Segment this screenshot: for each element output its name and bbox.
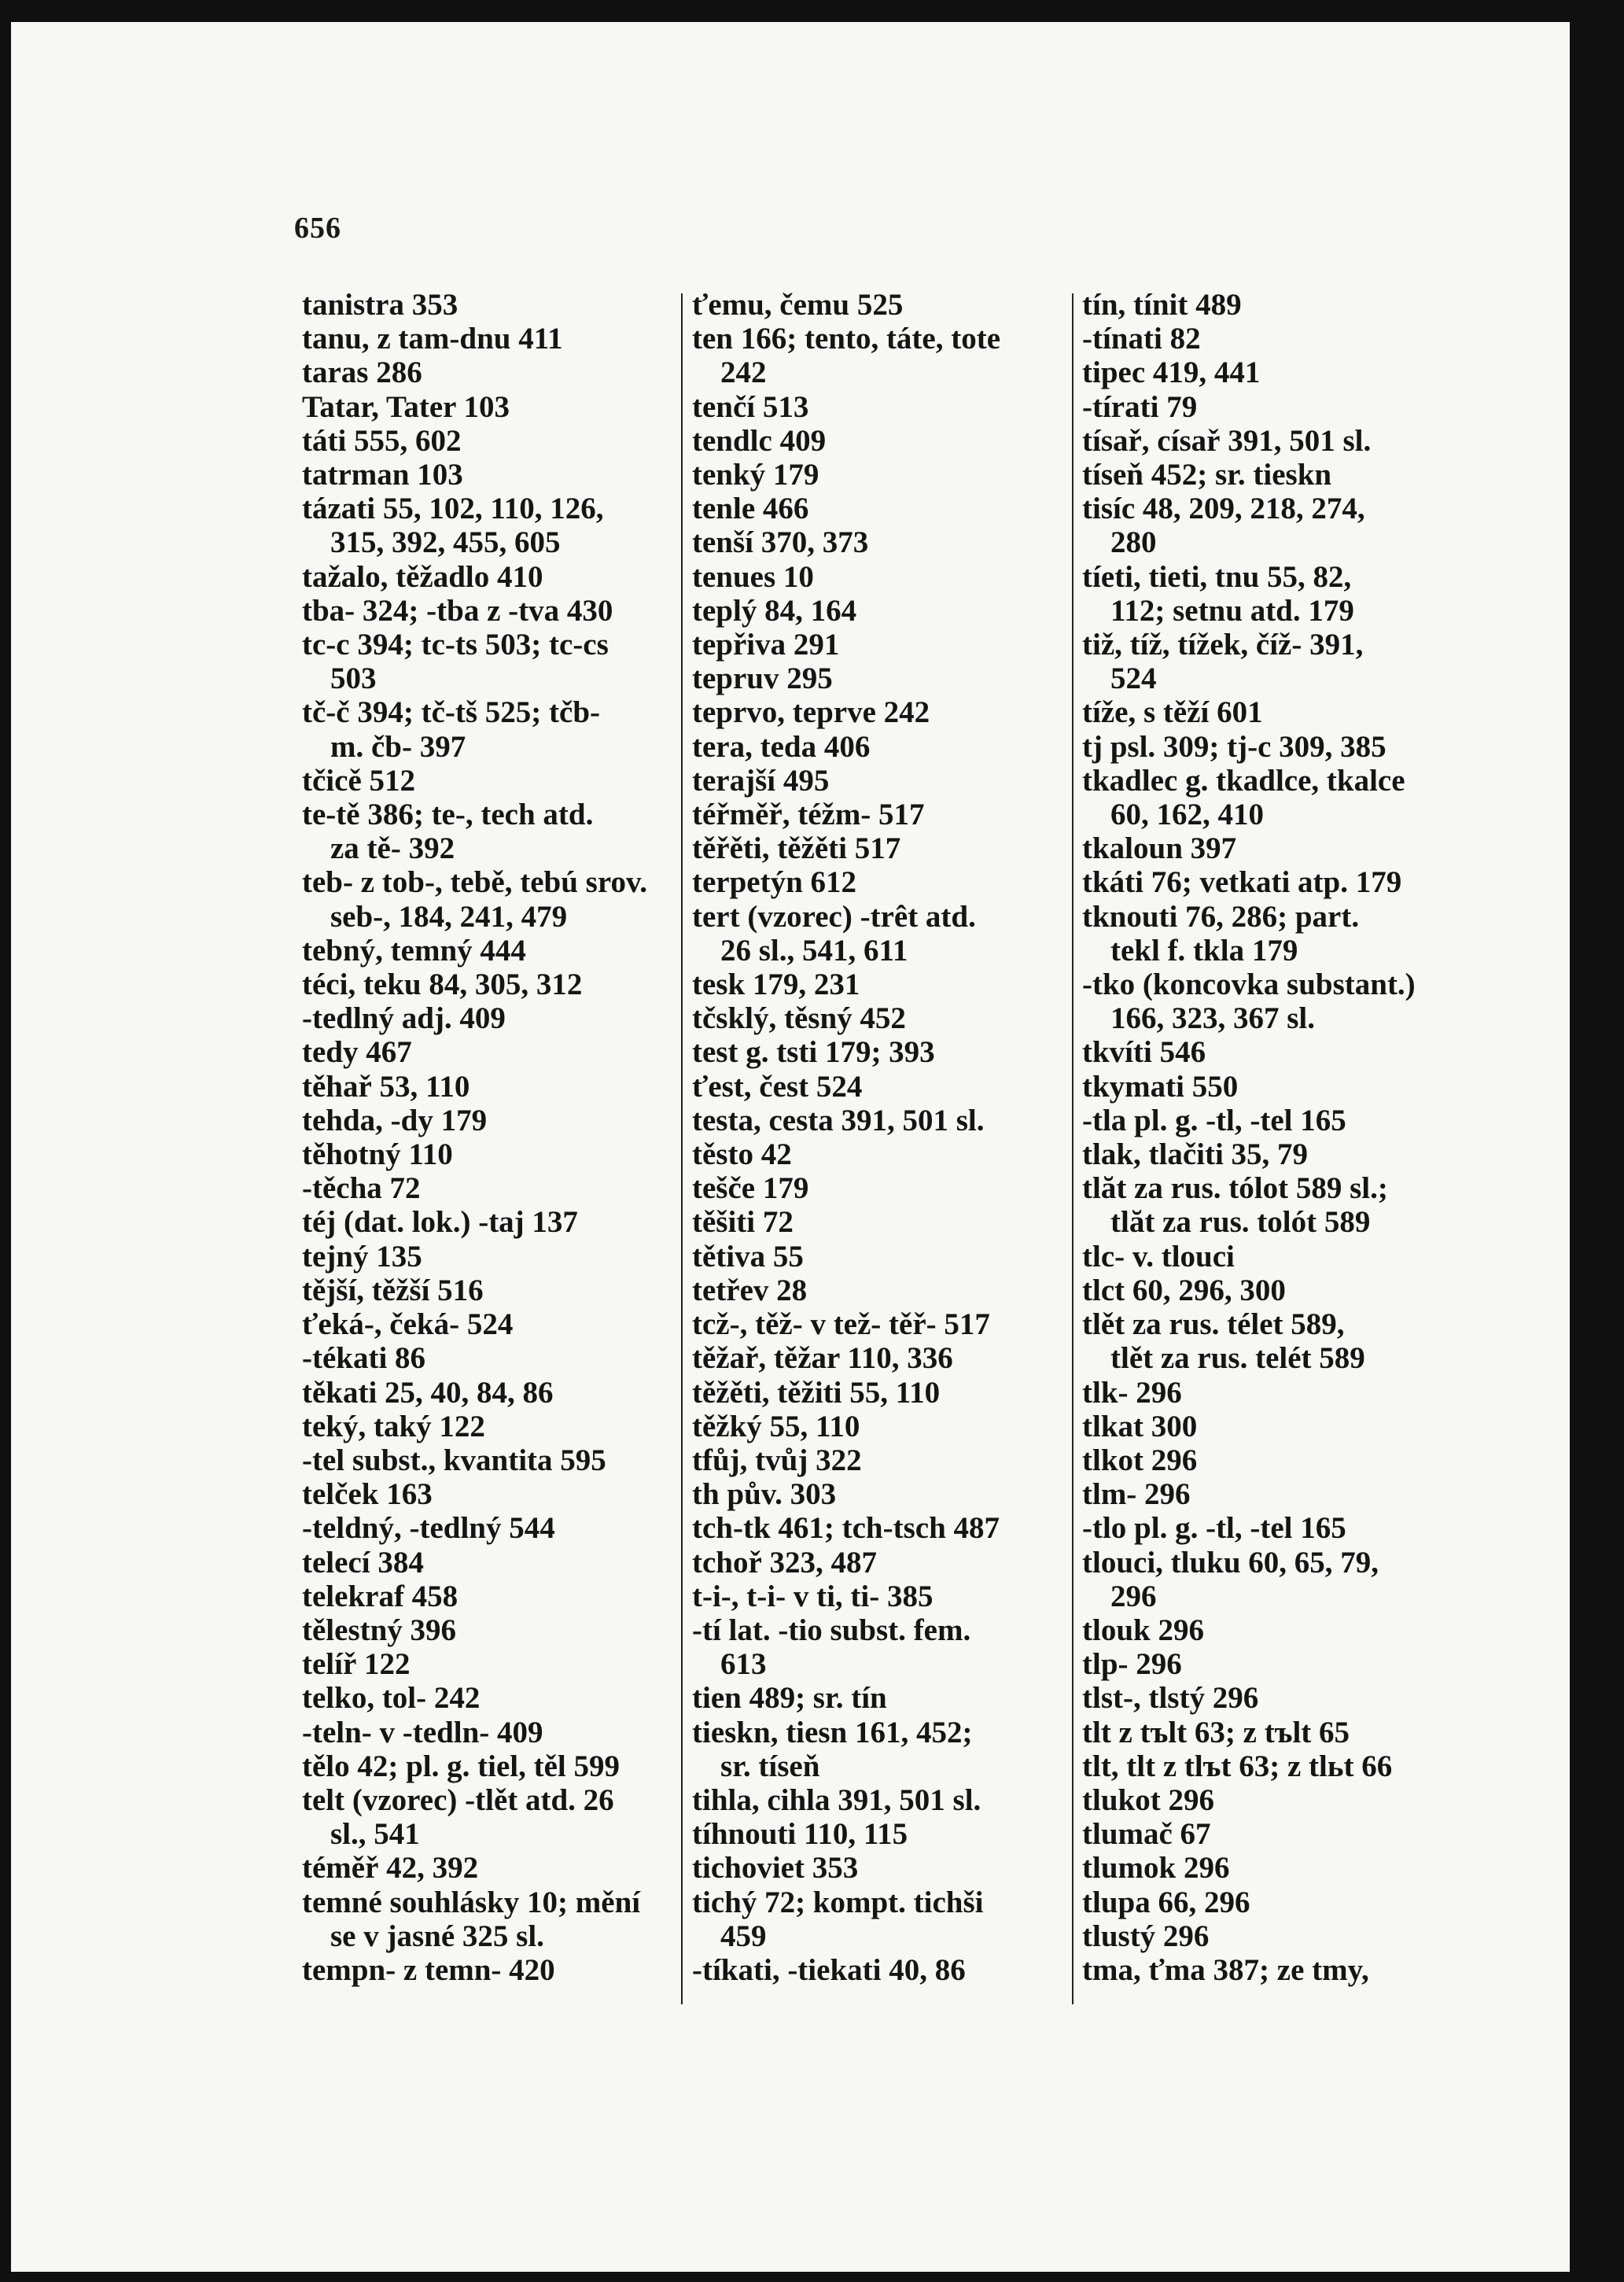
index-entry: tknouti 76, 286; part. [1082, 899, 1360, 934]
index-entry: tín, tínit 489 [1082, 288, 1242, 322]
index-entry: tkymati 550 [1082, 1069, 1239, 1104]
index-entry-continuation: 112; setnu atd. 179 [1110, 593, 1354, 628]
index-entry: telt (vzorec) -tlět atd. 26 [302, 1782, 614, 1817]
index-entry: tejný 135 [302, 1239, 422, 1274]
index-entry: tč-č 394; tč-tš 525; tčb- [302, 695, 600, 730]
index-entry: tehda, -dy 179 [302, 1103, 488, 1137]
index-entry: -tko (koncovka substant.) [1082, 968, 1416, 1002]
index-entry-continuation: sr. tíseň [720, 1749, 820, 1783]
index-entry: -tel subst., kvantita 595 [302, 1443, 606, 1477]
index-entry: těšiti 72 [692, 1205, 794, 1240]
index-entry: tlouci, tluku 60, 65, 79, [1082, 1545, 1379, 1580]
index-entry: tíeti, tieti, tnu 55, 82, [1082, 559, 1352, 594]
index-entry: tělo 42; pl. g. tiel, těl 599 [302, 1749, 620, 1783]
index-entry: téměř 42, 392 [302, 1851, 479, 1886]
index-entry: tešče 179 [692, 1171, 809, 1206]
index-column-3 [1082, 288, 1467, 1987]
index-entry: tázati 55, 102, 110, 126, [302, 492, 604, 526]
index-entry: ťemu, čemu 525 [692, 288, 904, 322]
index-column-2 [692, 288, 1070, 1987]
index-entry: -tíkati, -tiekati 40, 86 [692, 1952, 966, 1987]
index-entry: te-tě 386; te-, tech atd. [302, 798, 594, 832]
index-entry: tenký 179 [692, 458, 819, 492]
index-entry: tatrman 103 [302, 458, 463, 492]
index-entry-continuation: 503 [330, 662, 377, 696]
index-entry: tanu, z tam-dnu 411 [302, 322, 563, 356]
index-entry: tlkot 296 [1082, 1443, 1198, 1477]
index-entry: teký, taký 122 [302, 1409, 485, 1443]
index-entry: telko, tol- 242 [302, 1681, 481, 1716]
index-entry: tlst-, tlstý 296 [1082, 1681, 1259, 1716]
index-entry: -tí lat. -tio subst. fem. [692, 1613, 971, 1647]
page-number: 656 [294, 212, 341, 245]
index-entry: tert (vzorec) -trêt atd. [692, 899, 976, 934]
index-entry: tlct 60, 296, 300 [1082, 1273, 1286, 1307]
index-entry: tkvíti 546 [1082, 1035, 1206, 1070]
index-entry: -tla pl. g. -tl, -tel 165 [1082, 1103, 1346, 1137]
index-entry: terpetýn 612 [692, 865, 857, 900]
book-page [11, 22, 1576, 2272]
index-entry: těžký 55, 110 [692, 1409, 860, 1443]
index-entry: tieskn, tiesn 161, 452; [692, 1715, 973, 1749]
index-entry: tíseň 452; sr. tieskn [1082, 458, 1332, 492]
column-divider [681, 293, 683, 2004]
index-entry: tj psl. 309; tj-c 309, 385 [1082, 729, 1386, 764]
index-entry: tkadlec g. tkadlce, tkalce [1082, 763, 1405, 798]
index-entry: tčsklý, těsný 452 [692, 1001, 906, 1036]
index-entry-continuation: za tě- 392 [330, 831, 455, 866]
index-entry-continuation: 280 [1110, 525, 1157, 560]
index-entry: ten 166; tento, táte, tote [692, 322, 1001, 356]
index-entry: tčicě 512 [302, 763, 416, 798]
index-entry: tesk 179, 231 [692, 968, 860, 1002]
index-entry: tc-c 394; tc-ts 503; tc-cs [302, 628, 609, 662]
index-entry: tien 489; sr. tín [692, 1681, 887, 1716]
index-entry: tětiva 55 [692, 1239, 804, 1274]
index-entry: -tedlný adj. 409 [302, 1001, 506, 1036]
index-entry: telíř 122 [302, 1647, 411, 1682]
index-entry: tlăt za rus. tólot 589 sl.; [1082, 1171, 1388, 1206]
index-entry: tichoviet 353 [692, 1851, 859, 1886]
index-entry: tepřiva 291 [692, 628, 840, 662]
index-entry: tlkat 300 [1082, 1409, 1198, 1443]
index-entry-continuation: tlět za rus. telét 589 [1110, 1341, 1365, 1376]
index-entry-continuation: m. čb- 397 [330, 729, 466, 764]
index-entry: tma, ťma 387; ze tmy, [1082, 1952, 1369, 1987]
index-column-1 [302, 288, 679, 1987]
index-entry-continuation: 242 [720, 356, 767, 390]
index-entry: terajší 495 [692, 763, 830, 798]
index-entry-continuation: se v jasné 325 sl. [330, 1919, 544, 1953]
index-entry-continuation: seb-, 184, 241, 479 [330, 899, 568, 934]
index-entry: th pův. 303 [692, 1477, 837, 1512]
index-entry: tenle 466 [692, 492, 809, 526]
index-entry: tenues 10 [692, 559, 814, 594]
index-entry: tlumok 296 [1082, 1851, 1230, 1886]
index-entry: tfůj, tvůj 322 [692, 1443, 862, 1477]
index-entry: taras 286 [302, 356, 422, 390]
index-entry: tlm- 296 [1082, 1477, 1191, 1512]
index-entry: tělestný 396 [302, 1613, 457, 1647]
index-entry: t-i-, t-i- v ti, ti- 385 [692, 1579, 934, 1613]
index-entry-continuation: 60, 162, 410 [1110, 798, 1264, 832]
index-entry: tcž-, těž- v tež- těř- 517 [692, 1307, 990, 1342]
index-entry-continuation: 315, 392, 455, 605 [330, 525, 561, 560]
index-entry: téřměř, téžm- 517 [692, 798, 925, 832]
index-entry: tlupa 66, 296 [1082, 1885, 1250, 1919]
index-entry: tenší 370, 373 [692, 525, 869, 560]
index-entry: táti 555, 602 [302, 423, 462, 458]
index-entry: telček 163 [302, 1477, 433, 1512]
index-entry-continuation: 613 [720, 1647, 767, 1682]
index-entry: tepruv 295 [692, 662, 833, 696]
index-entry: testa, cesta 391, 501 sl. [692, 1103, 985, 1137]
index-entry: teplý 84, 164 [692, 593, 857, 628]
index-entry: tlouk 296 [1082, 1613, 1204, 1647]
index-entry: tisíc 48, 209, 218, 274, [1082, 492, 1365, 526]
index-entry: tější, těžší 516 [302, 1273, 484, 1307]
index-entry: tempn- z temn- 420 [302, 1952, 555, 1987]
index-entry: tenčí 513 [692, 389, 809, 424]
index-entry-continuation: 166, 323, 367 sl. [1110, 1001, 1316, 1036]
index-entry: ťeká-, čeká- 524 [302, 1307, 514, 1342]
column-divider [1072, 293, 1073, 2004]
index-entry: Tatar, Tater 103 [302, 389, 510, 424]
index-entry-continuation: tlăt za rus. tolót 589 [1110, 1205, 1371, 1240]
index-entry: -teldný, -tedlný 544 [302, 1511, 555, 1546]
index-entry-continuation: tekl f. tkla 179 [1110, 933, 1298, 968]
index-entry: tlustý 296 [1082, 1919, 1210, 1953]
index-entry: těžěti, těžiti 55, 110 [692, 1375, 941, 1410]
index-entry: -těcha 72 [302, 1171, 421, 1206]
index-entry: těkati 25, 40, 84, 86 [302, 1375, 554, 1410]
index-entry: telecí 384 [302, 1545, 424, 1580]
index-entry-continuation: sl., 541 [330, 1817, 420, 1852]
index-entry: těžař, těžar 110, 336 [692, 1341, 953, 1376]
index-entry: tanistra 353 [302, 288, 458, 322]
index-entry: tedy 467 [302, 1035, 412, 1070]
index-entry: temné souhlásky 10; mění [302, 1885, 641, 1919]
index-entry: těhař 53, 110 [302, 1069, 470, 1104]
index-entry: -teln- v -tedln- 409 [302, 1715, 543, 1749]
index-entry: tlukot 296 [1082, 1782, 1214, 1817]
index-entry: tkáti 76; vetkati atp. 179 [1082, 865, 1402, 900]
index-entry: telekraf 458 [302, 1579, 458, 1613]
index-entry: tihla, cihla 391, 501 sl. [692, 1782, 981, 1817]
index-entry: -tlo pl. g. -tl, -tel 165 [1082, 1511, 1346, 1546]
index-entry: teprvo, teprve 242 [692, 695, 930, 730]
index-entry: těhotný 110 [302, 1137, 453, 1172]
index-entry: tichý 72; kompt. tichši [692, 1885, 984, 1919]
index-entry: těsto 42 [692, 1137, 792, 1172]
index-entry: tkaloun 397 [1082, 831, 1237, 866]
index-entry: tažalo, těžadlo 410 [302, 559, 543, 594]
index-entry: tba- 324; -tba z -tva 430 [302, 593, 613, 628]
index-entry: tlět za rus. télet 589, [1082, 1307, 1345, 1342]
index-entry: -tékati 86 [302, 1341, 426, 1376]
index-entry-continuation: 26 sl., 541, 611 [720, 933, 908, 968]
index-entry: tchoř 323, 487 [692, 1545, 878, 1580]
index-entry: tebný, temný 444 [302, 933, 526, 968]
index-entry: tlk- 296 [1082, 1375, 1182, 1410]
index-entry: tíže, s těží 601 [1082, 695, 1263, 730]
index-entry: -tínati 82 [1082, 322, 1201, 356]
index-entry: teb- z tob-, tebě, tebú srov. [302, 865, 648, 900]
index-entry-continuation: 296 [1110, 1579, 1157, 1613]
index-entry: téci, teku 84, 305, 312 [302, 968, 583, 1002]
index-entry: -tírati 79 [1082, 389, 1198, 424]
page-edge-shadow [1570, 22, 1576, 2272]
index-entry: ťest, čest 524 [692, 1069, 863, 1104]
index-entry: tlak, tlačiti 35, 79 [1082, 1137, 1309, 1172]
index-entry: test g. tsti 179; 393 [692, 1035, 935, 1070]
index-entry: tera, teda 406 [692, 729, 871, 764]
index-entry: tíhnouti 110, 115 [692, 1817, 908, 1852]
index-entry: tísař, císař 391, 501 sl. [1082, 423, 1372, 458]
index-entry-continuation: 459 [720, 1919, 767, 1953]
index-entry: těřěti, těžěti 517 [692, 831, 901, 866]
index-entry: téj (dat. lok.) -taj 137 [302, 1205, 578, 1240]
index-entry: tlp- 296 [1082, 1647, 1182, 1682]
index-entry: tlt, tlt z tlъt 63; z tlьt 66 [1082, 1749, 1393, 1783]
index-entry: tipec 419, 441 [1082, 356, 1261, 390]
index-entry: tiž, tíž, tížek, číž- 391, [1082, 628, 1364, 662]
index-entry: tch-tk 461; tch-tsch 487 [692, 1511, 1000, 1546]
index-entry: tlumač 67 [1082, 1817, 1211, 1852]
index-entry: tlt z tъlt 63; z tъlt 65 [1082, 1715, 1350, 1749]
index-entry: tetřev 28 [692, 1273, 808, 1307]
index-entry: tlc- v. tlouci [1082, 1239, 1235, 1274]
index-entry-continuation: 524 [1110, 662, 1157, 696]
index-entry: tendlc 409 [692, 423, 827, 458]
